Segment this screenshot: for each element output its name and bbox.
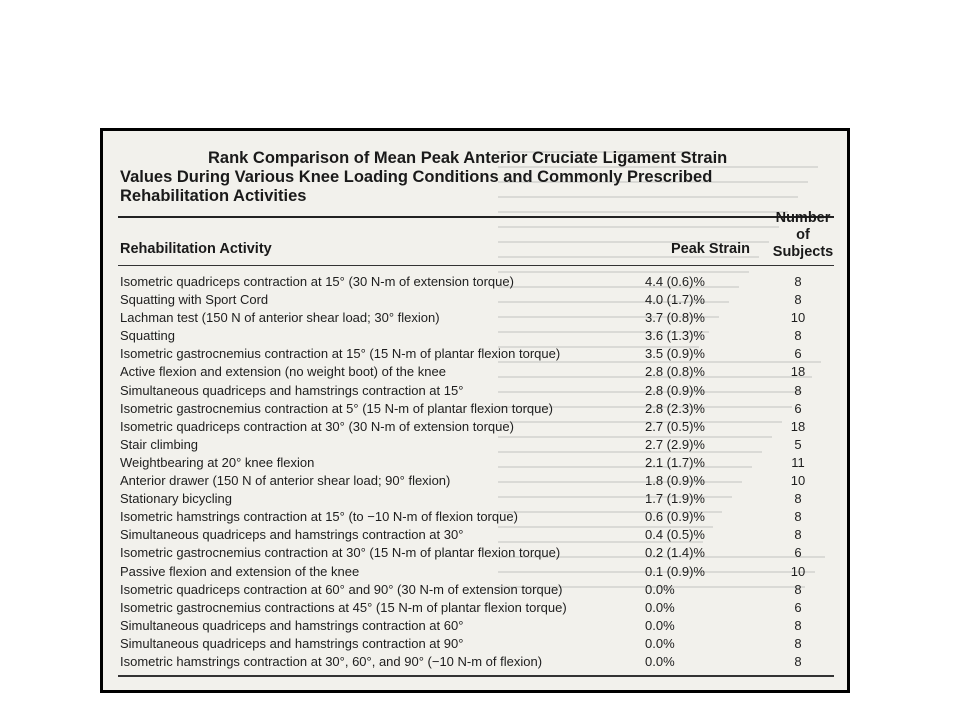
table-row <box>118 544 834 562</box>
peak-strain-cell: 2.7 (2.9)% <box>645 436 705 452</box>
activity-cell: Simultaneous quadriceps and hamstrings contraction at 30° <box>120 527 464 543</box>
subjects-cell: 6 <box>794 545 802 561</box>
title-line-2: Values During Various Knee Loading Conditions and Commonly Prescribed <box>120 168 713 186</box>
peak-strain-cell: 2.8 (0.9)% <box>645 382 705 398</box>
subjects-cell: 10 <box>790 563 806 579</box>
header-subjects <box>768 210 838 261</box>
title-line-1: Rank Comparison of Mean Peak Anterior Cruciate Ligament Strain <box>208 149 728 167</box>
activity-cell: Stair climbing <box>120 436 199 452</box>
activity-cell: Isometric quadriceps contraction at 30° (30 N-m of extension torque) <box>120 418 514 434</box>
subjects-cell: 18 <box>790 418 806 434</box>
header-subjects-line1: Number of <box>775 210 831 243</box>
activity-cell: Isometric hamstrings contraction at 15° (to −10 N-m of flexion torque) <box>120 509 518 525</box>
activity-cell: Squatting <box>120 328 175 344</box>
peak-strain-cell: 2.8 (2.3)% <box>645 400 705 416</box>
peak-strain-cell: 0.0% <box>645 617 675 633</box>
table-row <box>118 363 834 381</box>
table-row <box>118 291 834 309</box>
table-header <box>118 210 834 263</box>
table-title <box>120 149 835 206</box>
activity-cell: Isometric quadriceps contraction at 60° and 90° (30 N-m of extension torque) <box>120 581 563 597</box>
activity-cell: Weightbearing at 20° knee flexion <box>120 454 315 470</box>
peak-strain-cell: 4.0 (1.7)% <box>645 292 705 308</box>
activity-cell: Squatting with Sport Cord <box>120 292 269 308</box>
peak-strain-cell: 3.5 (0.9)% <box>645 346 705 362</box>
subjects-cell: 10 <box>790 310 806 326</box>
peak-strain-cell: 0.0% <box>645 635 675 651</box>
table-row <box>118 436 834 454</box>
peak-strain-cell: 2.8 (0.8)% <box>645 364 705 380</box>
table-row <box>118 635 834 653</box>
activity-cell: Stationary bicycling <box>120 491 232 507</box>
peak-strain-cell: 2.7 (0.5)% <box>645 418 705 434</box>
subjects-cell: 6 <box>794 599 802 615</box>
table-row <box>118 563 834 581</box>
peak-strain-cell: 1.8 (0.9)% <box>645 473 705 489</box>
peak-strain-cell: 0.0% <box>645 653 675 669</box>
table-row <box>118 327 834 345</box>
activity-cell: Isometric gastrocnemius contraction at 5° (15 N-m of plantar flexion torque) <box>120 400 553 416</box>
header-subjects-line2: Subjects <box>772 244 834 260</box>
subjects-cell: 8 <box>794 509 802 525</box>
table-row <box>118 400 834 418</box>
table-row <box>118 599 834 617</box>
activity-cell: Simultaneous quadriceps and hamstrings contraction at 60° <box>120 617 464 633</box>
peak-strain-cell: 1.7 (1.9)% <box>645 491 705 507</box>
peak-strain-cell: 2.1 (1.7)% <box>645 454 705 470</box>
peak-strain-cell: 0.4 (0.5)% <box>645 527 705 543</box>
title-line-3: Rehabilitation Activities <box>120 187 307 205</box>
header-rule <box>118 265 834 266</box>
header-activity: Rehabilitation Activity <box>120 241 272 257</box>
subjects-cell: 8 <box>794 274 802 289</box>
peak-strain-cell: 0.6 (0.9)% <box>645 509 705 525</box>
activity-cell: Isometric gastrocnemius contractions at 45° (15 N-m of plantar flexion torque) <box>120 599 567 615</box>
header-peak-strain: Peak Strain <box>671 241 750 257</box>
peak-strain-cell: 0.0% <box>645 599 675 615</box>
subjects-cell: 5 <box>794 436 802 452</box>
subjects-cell: 18 <box>790 364 806 380</box>
subjects-cell: 8 <box>794 581 802 597</box>
subjects-cell: 6 <box>794 400 802 416</box>
subjects-cell: 8 <box>794 635 802 651</box>
table-row <box>118 526 834 544</box>
table-row <box>118 454 834 472</box>
table-row <box>118 309 834 327</box>
peak-strain-cell: 3.7 (0.8)% <box>645 310 705 326</box>
peak-strain-cell: 3.6 (1.3)% <box>645 328 705 344</box>
table-row <box>118 382 834 400</box>
bottom-rule <box>118 675 834 677</box>
activity-cell: Isometric hamstrings contraction at 30°, 60°, and 90° (−10 N-m of flexion) <box>120 653 543 669</box>
peak-strain-cell: 0.0% <box>645 581 675 597</box>
scanned-table-page <box>100 128 850 693</box>
table-row <box>118 345 834 363</box>
table-row <box>118 653 834 671</box>
table-row <box>118 472 834 490</box>
activity-cell: Passive flexion and extension of the knee <box>120 563 360 579</box>
subjects-cell: 8 <box>794 382 802 398</box>
subjects-cell: 8 <box>794 617 802 633</box>
peak-strain-cell: 0.1 (0.9)% <box>645 563 705 579</box>
subjects-cell: 8 <box>794 328 802 344</box>
activity-cell: Isometric gastrocnemius contraction at 15° (15 N-m of plantar flexion torque) <box>120 346 561 362</box>
subjects-cell: 11 <box>791 454 805 470</box>
activity-cell: Isometric quadriceps contraction at 15° (30 N-m of extension torque) <box>120 274 514 289</box>
table-body <box>118 273 834 671</box>
table-row <box>118 490 834 508</box>
table-row <box>118 418 834 436</box>
subjects-cell: 10 <box>790 473 806 489</box>
table-row <box>118 508 834 526</box>
top-rule <box>118 216 834 218</box>
table-row <box>118 273 834 291</box>
activity-cell: Simultaneous quadriceps and hamstrings contraction at 90° <box>120 635 464 651</box>
table-row <box>118 581 834 599</box>
subjects-cell: 8 <box>794 527 802 543</box>
subjects-cell: 8 <box>794 491 802 507</box>
activity-cell: Active flexion and extension (no weight boot) of the knee <box>120 364 446 380</box>
peak-strain-cell: 4.4 (0.6)% <box>645 274 705 289</box>
activity-cell: Simultaneous quadriceps and hamstrings contraction at 15° <box>120 382 464 398</box>
peak-strain-cell: 0.2 (1.4)% <box>645 545 705 561</box>
subjects-cell: 8 <box>794 292 802 308</box>
activity-cell: Lachman test (150 N of anterior shear load; 30° flexion) <box>120 310 440 326</box>
subjects-cell: 6 <box>794 346 802 362</box>
activity-cell: Isometric gastrocnemius contraction at 30° (15 N-m of plantar flexion torque) <box>120 545 561 561</box>
activity-cell: Anterior drawer (150 N of anterior shear load; 90° flexion) <box>120 473 451 489</box>
table-row <box>118 617 834 635</box>
subjects-cell: 8 <box>794 653 802 669</box>
